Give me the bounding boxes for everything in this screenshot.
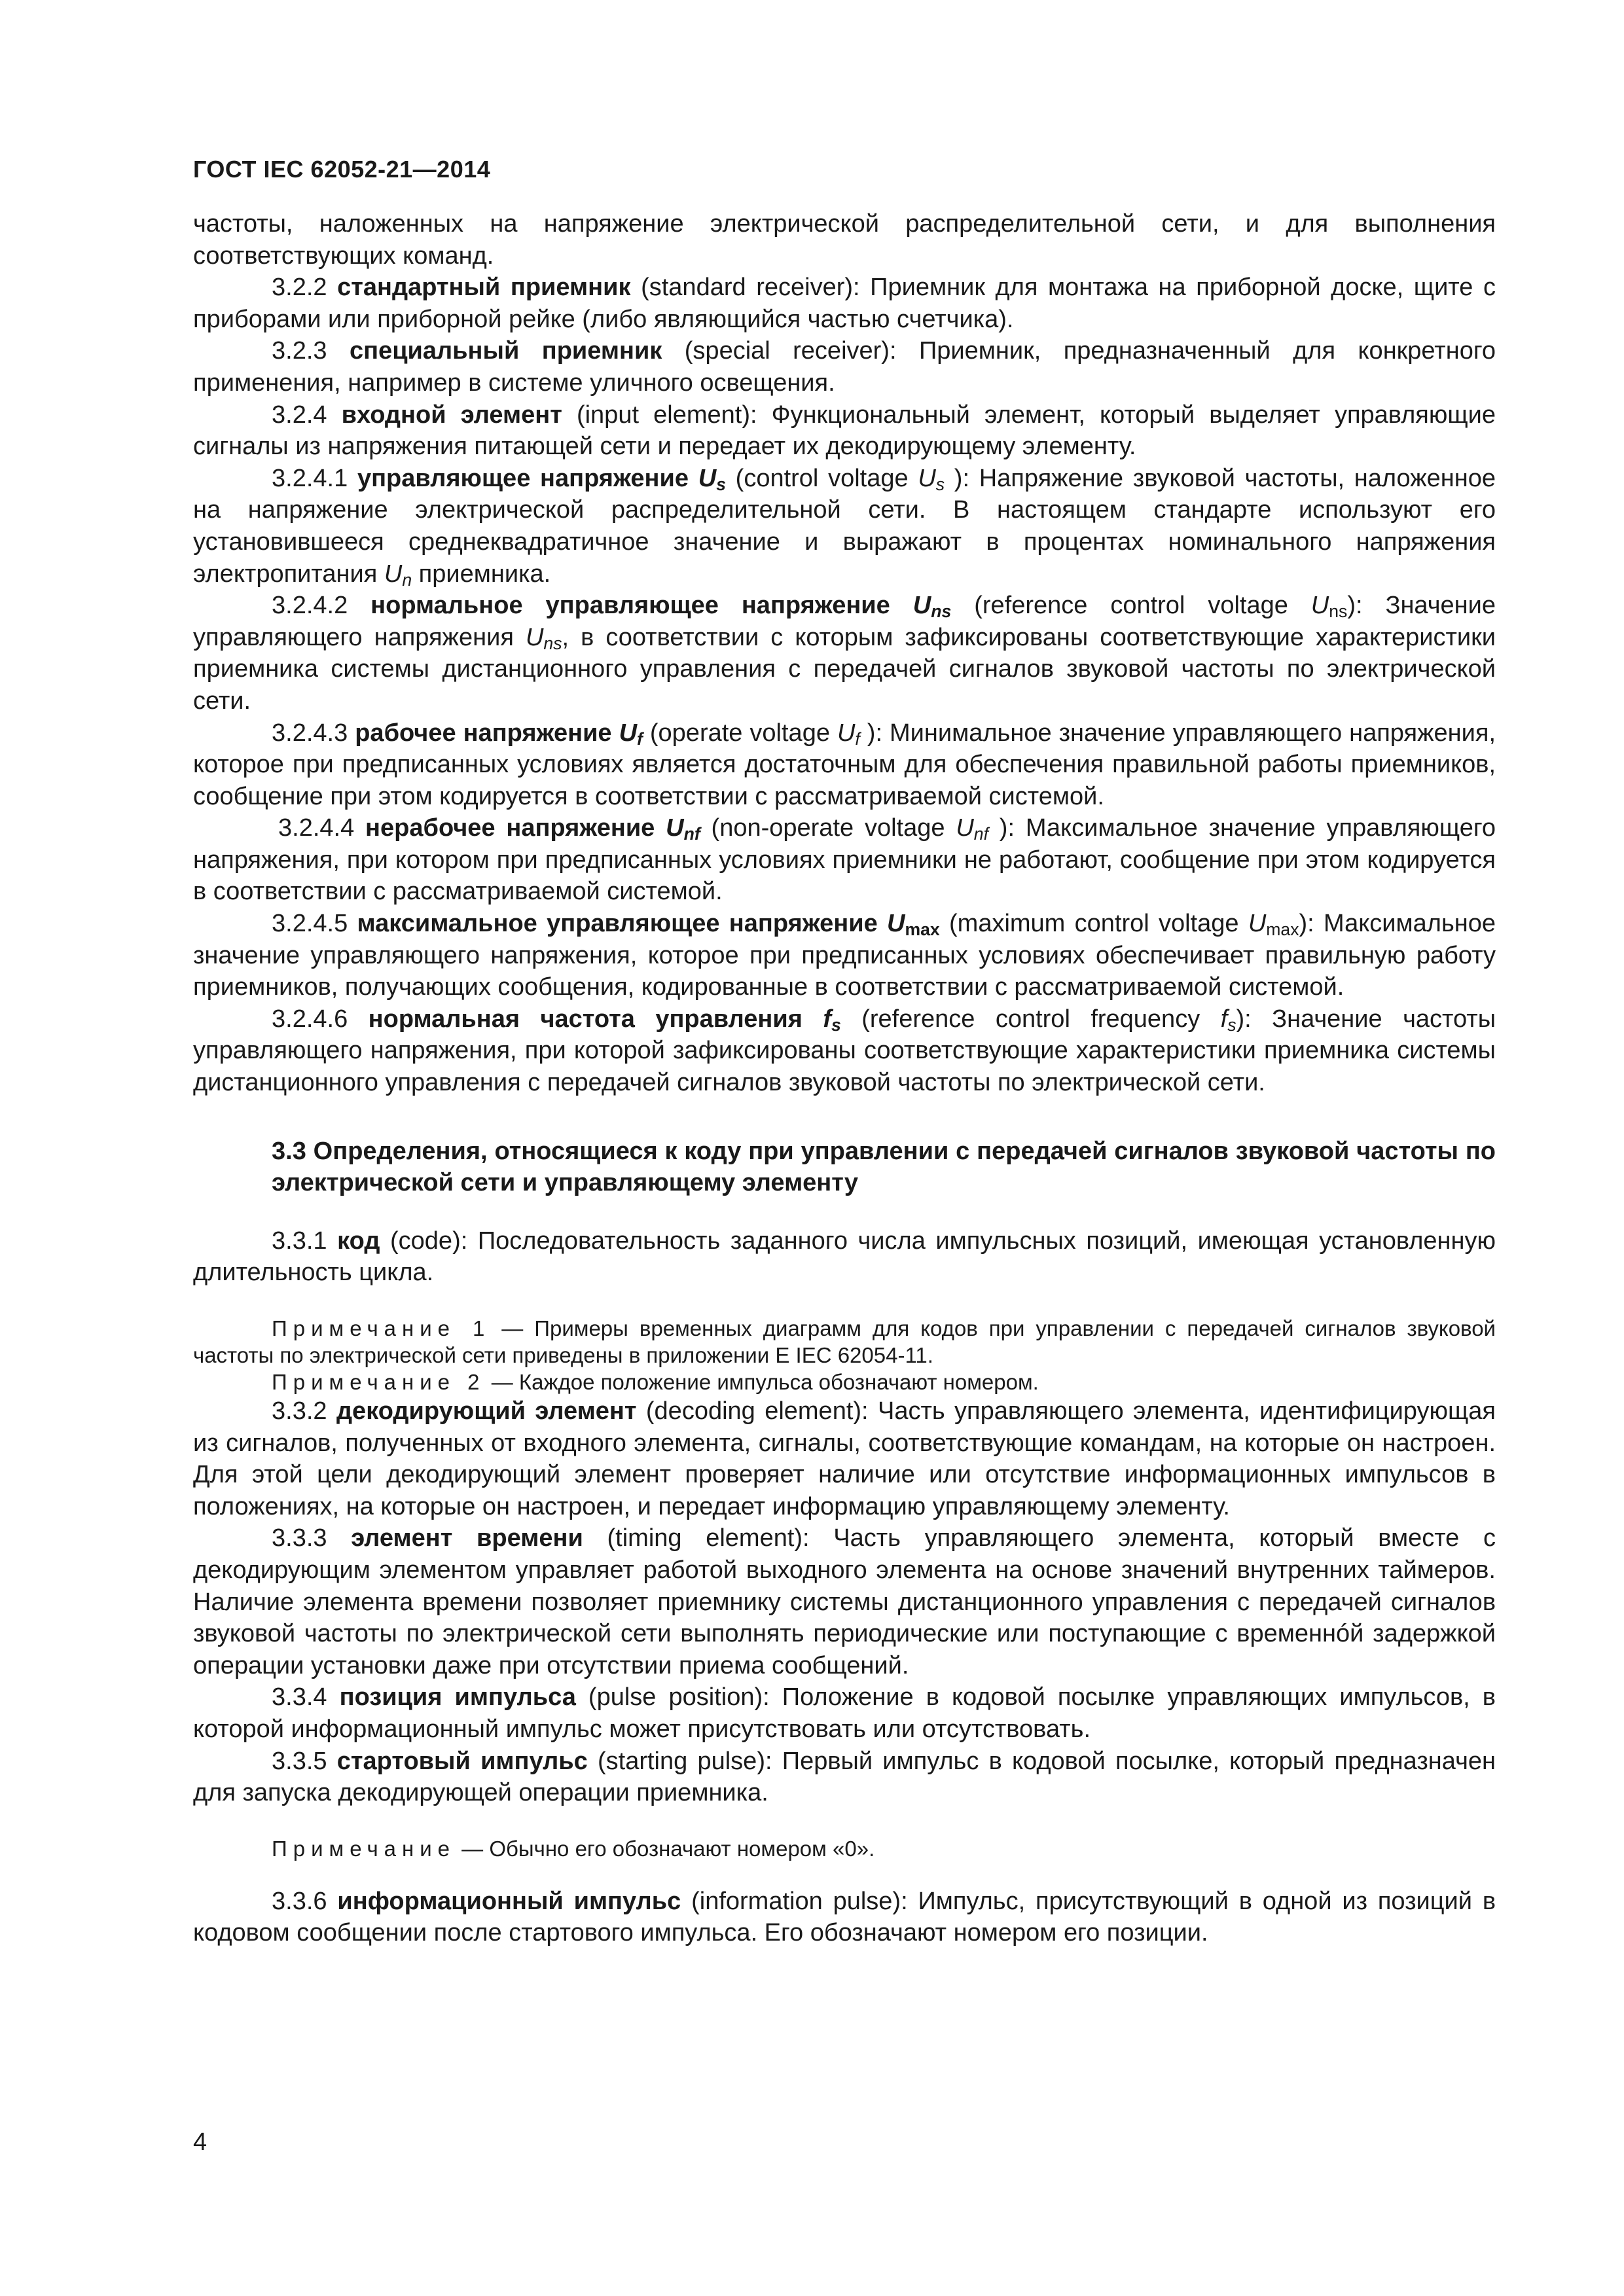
term: максимальное управляющее напряжение [357, 910, 878, 938]
definition-3-2-3: 3.2.3 специальный приемник (special receiver): Приемник, предназначенный для конкретного применения, например в системе уличного освещения. [193, 337, 1496, 397]
definition-3-3-5: 3.3.5 стартовый импульс (starting pulse): Первый импульс в кодовой посылке, который предназначен для запуска декодирующей операции приемника. [193, 1747, 1496, 1807]
note-label: Примечание [272, 1836, 456, 1861]
notes-3-3-1 [193, 1315, 1496, 1395]
definition-3-3-1: 3.3.1 код (code): Последовательность заданного числа импульсных позиций, имеющая установленную длительность цикла. [193, 1227, 1496, 1287]
note-2: Примечание 2 — Каждое положение импульса обозначают номером. [272, 1370, 1039, 1394]
term: код [337, 1227, 380, 1255]
symbol: U [666, 814, 684, 842]
definition-3-2-4-3: 3.2.4.3 рабочее напряжение $U_f$ (operate voltage $U_f$ ): Минимальное значение управляющего напряжения, которое при предписанных условиях является достаточным для обеспечения правильной работы приемников, сообщение при этом кодируется в соответствии с рассматриваемой системой. [193, 719, 1496, 810]
definition-3-2-4: 3.2.4 входной элемент (input element): Функциональный элемент, который выделяет управляющие сигналы из напряжения питающей сети и передает их декодирующему элементу. [193, 401, 1496, 461]
term: нормальная частота управления [368, 1005, 803, 1033]
definition-3-2-4-4: 3.2.4.4 нерабочее напряжение $U_{nf}$ (non-operate voltage $U_{nf}$ ): Максимальное значение управляющего напряжения, при котором при предписанных условиях приемники не работают, сообщение при этом кодируется в соответствии с рассматриваемой системой. [193, 814, 1496, 906]
definition-3-2-4-6: 3.2.4.6 нормальная частота управления $f_s$ (reference control frequency $f_s$): Значение частоты управляющего напряжения, при которой зафиксированы соответствующие характеристики приемника системы дистанционного управления с передачей сигналов звуковой частоты по электрической сети. [193, 1005, 1496, 1097]
definition-3-2-4-5: 3.2.4.5 максимальное управляющее напряжение $U_{max}$ (maximum control voltage $U_{max}$): Максимальное значение управляющего напряжения, которое при предписанных условиях обеспечивает правильную работу приемников, получающих сообщения, кодированные в соответствии с рассматриваемой системой. [193, 910, 1496, 1001]
definition-3-2-2: 3.2.2 стандартный приемник (standard receiver): Приемник для монтажа на приборной доске, щите с приборами или приборной рейке (либо являющийся частью счетчика). [193, 274, 1496, 333]
note-3-3-5: Примечание — Обычно его обозначают номером «0». [272, 1836, 875, 1861]
term: управляющее напряжение [357, 464, 689, 492]
symbol: U [912, 592, 931, 620]
term: нерабочее напряжение [365, 814, 655, 842]
term: элемент времени [351, 1524, 583, 1552]
term: позиция импульса [339, 1683, 576, 1712]
note-label: Примечание 2 [272, 1370, 486, 1394]
term: декодирующий элемент [336, 1397, 637, 1425]
section-heading-3-3: 3.3 Определения, относящиеся к коду при управлении с передачей сигналов звуковой частоты по электрической сети и управляющему элементу [272, 1137, 1496, 1197]
note-1: Примечание 1 — Примеры временных диаграмм для кодов при управлении с передачей сигналов звуковой частоты по электрической сети приведены в приложении E IEC 62054-11. [193, 1316, 1496, 1367]
page-number: 4 [193, 2128, 208, 2156]
term: специальный приемник [349, 337, 662, 365]
definition-3-3-3: 3.3.3 элемент времени (timing element): Часть управляющего элемента, который вместе с декодирующим элементом управляет работой выходного элемента на основе значений внутренних таймеров. Наличие элемента времени позволяет приемнику системы дистанционного управления с передачей сигналов звуковой частоты по электрической сети выполнять периодические или поступающие с временнóй задержкой операции установки даже при отсутствии приема сообщений. [193, 1524, 1496, 1679]
term: нормальное управляющее напряжение [370, 592, 890, 620]
symbol: U [887, 910, 905, 938]
definition-3-2-4-1: 3.2.4.1 управляющее напряжение $U_s$ (control voltage $U_s$ ): Напряжение звуковой частоты, наложенное на напряжение электрической распределительной сети. В настоящем стандарте используют его установившееся среднеквадратичное значение и выражают в процентах номинального напряжения электропитания $U_n$ приемника. [193, 464, 1496, 590]
term: рабочее напряжение [355, 719, 612, 747]
document-body [193, 208, 1496, 1949]
definition-3-3-2: 3.3.2 декодирующий элемент (decoding element): Часть управляющего элемента, идентифицирующая из сигналов, полученных от входного элемента, сигналы, соответствующие командам, на которые он настроен. Для этой цели декодирующий элемент проверяет наличие или отсутствие информационных импульсов в положениях, на которые он настроен, и передает информацию управляющему элементу. [193, 1397, 1496, 1520]
symbol: f [823, 1005, 831, 1033]
definition-3-3-6: 3.3.6 информационный импульс (information pulse): Импульс, присутствующий в одной из позиций в кодовом сообщении после стартового импульса. Его обозначают номером его позиции. [193, 1887, 1496, 1947]
definition-3-3-4: 3.3.4 позиция импульса (pulse position): Положение в кодовой посылке управляющих импульсов, в которой информационный импульс может присутствовать или отсутствовать. [193, 1683, 1496, 1743]
paragraph-continuation: частоты, наложенных на напряжение электрической распределительной сети, и для выполнения соответствующих команд. [193, 210, 1496, 270]
symbol: U [619, 719, 638, 747]
term: входной элемент [341, 401, 562, 429]
term: информационный импульс [337, 1887, 681, 1915]
document-header: ГОСТ IEC 62052-21—2014 [193, 156, 491, 183]
note-label: Примечание 1 [272, 1316, 491, 1340]
term: стандартный приемник [337, 274, 631, 302]
term: стартовый импульс [336, 1747, 588, 1775]
definition-3-2-4-2: 3.2.4.2 нормальное управляющее напряжение $U_{ns}$ (reference control voltage $U_{ns}$): Значение управляющего напряжения $U_{ns}$, в соответствии с которым зафиксированы соответствующие характеристики приемника системы дистанционного управления с передачей сигналов звуковой частоты по электрической сети. [193, 592, 1496, 715]
symbol: U [698, 464, 717, 492]
